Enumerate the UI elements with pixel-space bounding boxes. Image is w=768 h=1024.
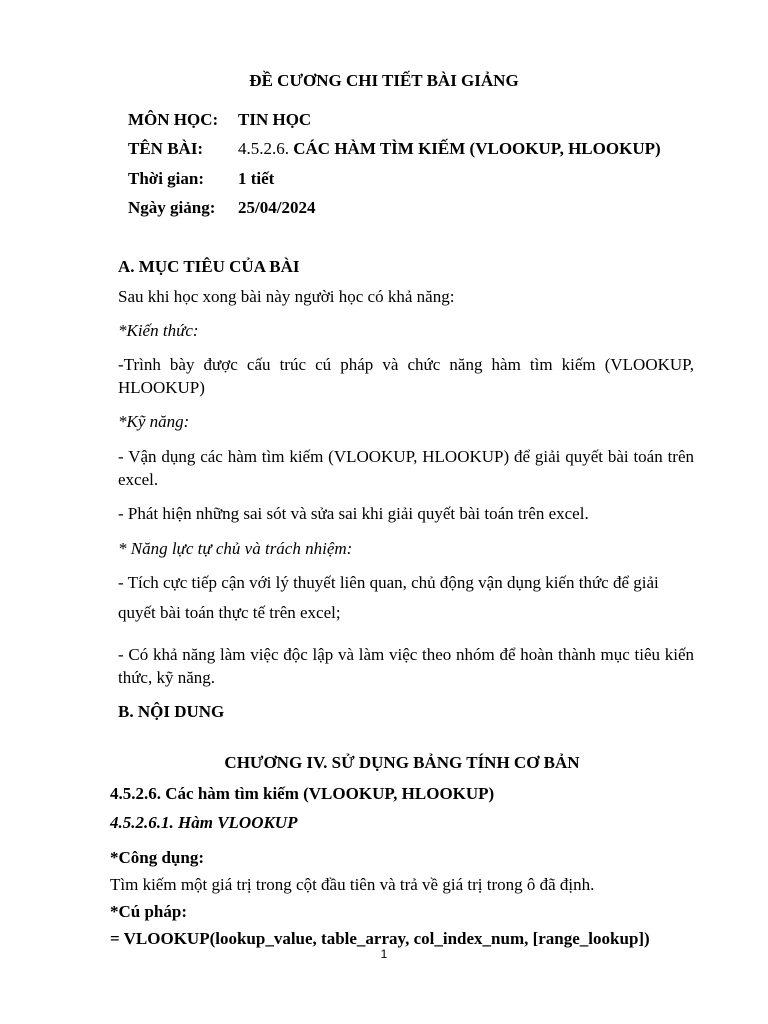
skill-item-1: - Vận dụng các hàm tìm kiếm (VLOOKUP, HLOOKUP) để giải quyết bài toán trên excel. xyxy=(118,447,694,489)
info-row-date xyxy=(128,196,315,219)
lesson-number: 4.5.2.6. xyxy=(238,139,289,158)
chapter-heading: CHƯƠNG IV. SỬ DỤNG BẢNG TÍNH CƠ BẢN xyxy=(224,753,580,772)
lesson-title: CÁC HÀM TÌM KIẾM (VLOOKUP, HLOOKUP) xyxy=(293,139,661,158)
document-title: ĐỀ CƯƠNG CHI TIẾT BÀI GIẢNG xyxy=(249,71,519,90)
syntax-formula: = VLOOKUP(lookup_value, table_array, col_index_num, [range_lookup]) xyxy=(110,929,650,948)
usage-heading: *Công dụng: xyxy=(110,848,205,867)
autonomy-heading: * Năng lực tự chủ và trách nhiệm: xyxy=(118,539,353,558)
section-a-intro: Sau khi học xong bài này người học có khả năng: xyxy=(118,287,455,306)
page-number: 1 xyxy=(380,947,388,961)
syntax-heading: *Cú pháp: xyxy=(110,902,188,921)
skills-heading: *Kỹ năng: xyxy=(118,412,190,431)
subsection-heading: 4.5.2.6. Các hàm tìm kiếm (VLOOKUP, HLOOKUP) xyxy=(110,784,495,803)
info-row-lesson xyxy=(128,137,661,160)
date-label: Ngày giảng: xyxy=(128,198,216,217)
info-row-subject xyxy=(128,108,311,131)
date-value: 25/04/2024 xyxy=(238,198,316,217)
time-label: Thời gian: xyxy=(128,169,205,188)
knowledge-item: -Trình bày được cấu trúc cú pháp và chức năng hàm tìm kiếm (VLOOKUP, HLOOKUP) xyxy=(118,355,694,397)
autonomy-item-1-line2: quyết bài toán thực tế trên excel; xyxy=(118,603,341,622)
section-b-heading: B. NỘI DUNG xyxy=(118,702,225,721)
subject-label: MÔN HỌC: xyxy=(128,110,219,129)
knowledge-heading: *Kiến thức: xyxy=(118,321,199,340)
autonomy-item-1-line1: - Tích cực tiếp cận với lý thuyết liên quan, chủ động vận dụng kiến thức để giải xyxy=(118,573,659,592)
info-row-time xyxy=(128,167,274,190)
usage-text: Tìm kiếm một giá trị trong cột đầu tiên và trả về giá trị trong ô đã định. xyxy=(110,875,595,894)
section-a-heading: A. MỤC TIÊU CỦA BÀI xyxy=(118,257,300,276)
subsubsection-heading: 4.5.2.6.1. Hàm VLOOKUP xyxy=(110,813,298,832)
autonomy-item-2: - Có khả năng làm việc độc lập và làm việc theo nhóm để hoàn thành mục tiêu kiến thức, kỹ năng. xyxy=(118,645,694,687)
time-value: 1 tiết xyxy=(238,169,275,188)
lesson-label: TÊN BÀI: xyxy=(128,139,204,158)
skill-item-2: - Phát hiện những sai sót và sửa sai khi giải quyết bài toán trên excel. xyxy=(118,504,589,523)
subject-value: TIN HỌC xyxy=(238,110,312,129)
